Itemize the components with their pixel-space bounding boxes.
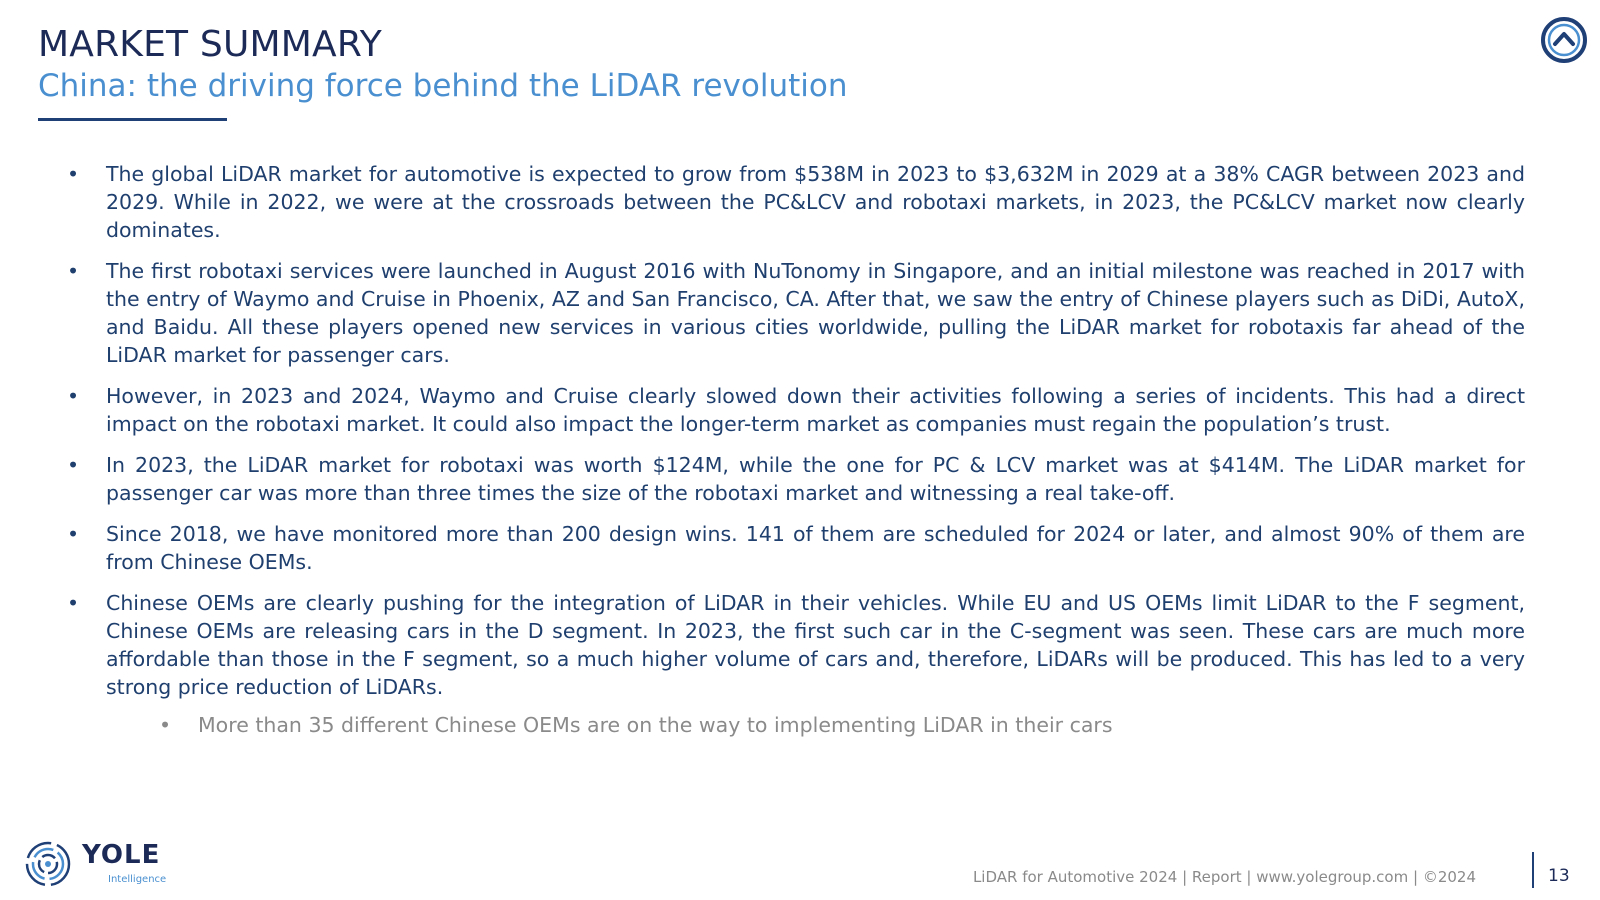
bullet-item bbox=[67, 451, 1525, 507]
yole-logo-icon bbox=[24, 840, 72, 888]
title-underline bbox=[38, 118, 227, 121]
bullet-item bbox=[67, 160, 1525, 244]
bullet-marker: • bbox=[67, 259, 80, 283]
sub-bullet-text: More than 35 different Chinese OEMs are on the way to implementing LiDAR in their cars bbox=[198, 713, 1113, 737]
bullet-list bbox=[67, 160, 1525, 739]
brand-name: YOLE bbox=[82, 840, 161, 870]
bullet-item bbox=[67, 589, 1525, 701]
bullet-marker: • bbox=[67, 522, 80, 546]
page-subtitle: China: the driving force behind the LiDAR revolution bbox=[38, 68, 848, 104]
bullet-marker: • bbox=[67, 384, 80, 408]
sub-bullet-item bbox=[159, 711, 1525, 739]
footer-text: LiDAR for Automotive 2024 | Report | www.yolegroup.com | ©2024 bbox=[972, 868, 1476, 886]
bullet-item bbox=[67, 257, 1525, 369]
chevron-up-circle-icon bbox=[1540, 16, 1588, 64]
bullet-text: Since 2018, we have monitored more than 200 design wins. 141 of them are scheduled for 2024 or later, and almost 90% of them are from Chinese OEMs. bbox=[106, 522, 1525, 574]
sub-bullet-marker: • bbox=[159, 713, 172, 737]
bullet-text: The global LiDAR market for automotive is expected to grow from $538M in 2023 to $3,632M in 2029 at a 38% CAGR between 2023 and 2029. While in 2022, we were at the crossroads between the PC&LCV and robotaxi markets, in 2023, the PC&LCV market now clearly dominates. bbox=[106, 162, 1525, 242]
bullet-text: Chinese OEMs are clearly pushing for the integration of LiDAR in their vehicles. While EU and US OEMs limit LiDAR to the F segment, Chinese OEMs are releasing cars in the D segment. In 2023, the first such car in the C-segment was seen. These cars are much more affordable than those in the F segment, so a much higher volume of cars and, therefore, LiDARs will be produced. This has led to a very strong price reduction of LiDARs. bbox=[106, 591, 1525, 699]
brand-logo bbox=[24, 840, 167, 890]
bullet-text: However, in 2023 and 2024, Waymo and Cruise clearly slowed down their activities following a series of incidents. This had a direct impact on the robotaxi market. It could also impact the longer-term market as companies must regain the population’s trust. bbox=[106, 384, 1525, 436]
page-number: 13 bbox=[1548, 866, 1570, 886]
bullet-marker: • bbox=[67, 162, 80, 186]
bullet-item bbox=[67, 382, 1525, 438]
page-title: MARKET SUMMARY bbox=[38, 24, 382, 65]
footer-divider bbox=[1532, 852, 1534, 888]
brand-subtitle: Intelligence bbox=[108, 874, 167, 885]
bullet-marker: • bbox=[67, 453, 80, 477]
bullet-item bbox=[67, 520, 1525, 576]
bullet-marker: • bbox=[67, 591, 80, 615]
bullet-text: In 2023, the LiDAR market for robotaxi was worth $124M, while the one for PC & LCV market was at $414M. The LiDAR market for passenger car was more than three times the size of the robotaxi market and witnessing a real take-off. bbox=[106, 453, 1525, 505]
bullet-text: The first robotaxi services were launched in August 2016 with NuTonomy in Singapore, and an initial milestone was reached in 2017 with the entry of Waymo and Cruise in Phoenix, AZ and San Francisco, CA. After that, we saw the entry of Chinese players such as DiDi, AutoX, and Baidu. All these players opened new services in various cities worldwide, pulling the LiDAR market for robotaxis far ahead of the LiDAR market for passenger cars. bbox=[106, 259, 1525, 367]
